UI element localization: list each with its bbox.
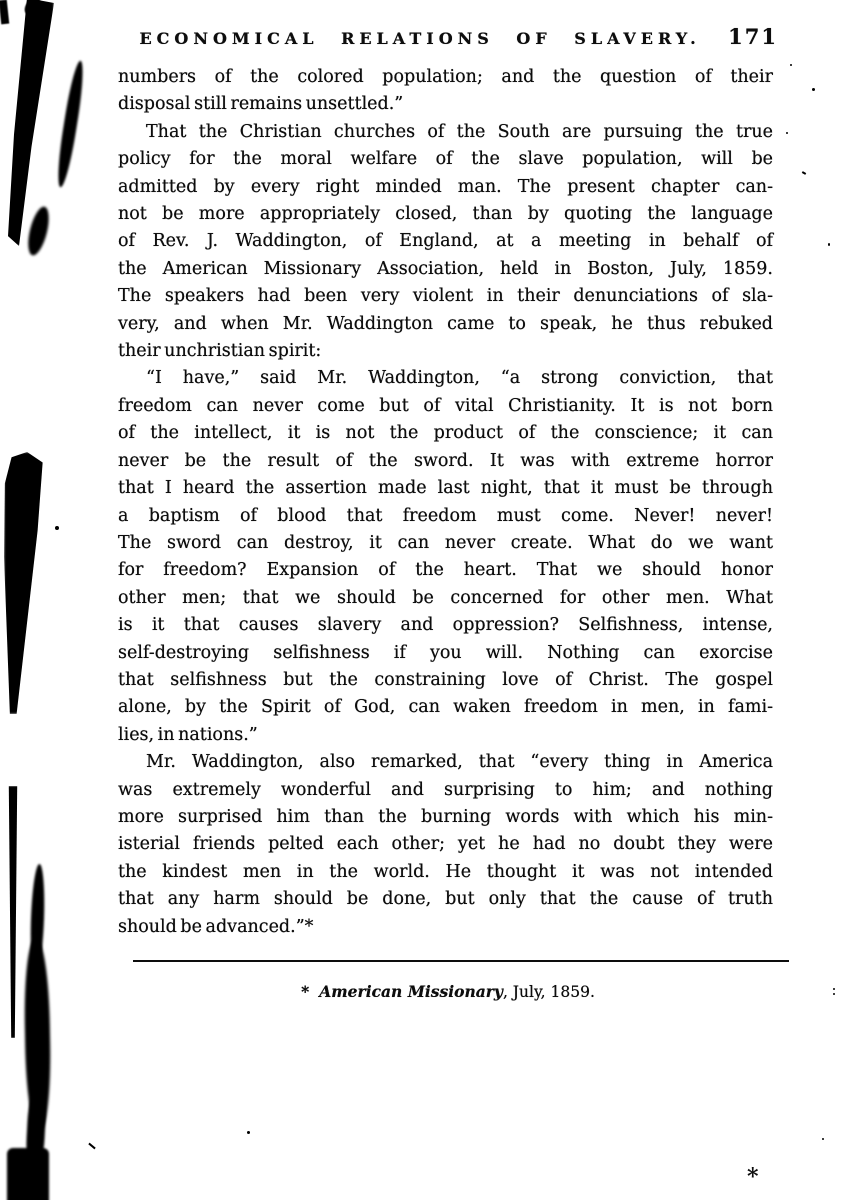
scan-smudge: [0, 0, 9, 24]
scan-smudge: [54, 60, 87, 188]
text-line: is it that causes slavery and oppression? Selfishness, intense,: [118, 615, 773, 636]
text-line: their unchristian spirit:: [118, 341, 322, 362]
text-line: of the intellect, it is not the product of the conscience; it can: [118, 423, 773, 444]
text-line: That the Christian churches of the South are pursuing the true: [146, 121, 773, 142]
scan-speck: [802, 171, 806, 175]
text-line: never be the result of the sword. It was with extreme horror: [118, 450, 773, 471]
text-line: not be more appropriately closed, than by quoting the language: [118, 204, 773, 225]
text-line: the kindest men in the world. He thought it was not intended: [118, 861, 773, 882]
text-line: of Rev. J. Waddington, of England, at a meeting in behalf of: [118, 231, 773, 252]
text-block: [118, 64, 773, 941]
text-line: The speakers had been very violent in their denunciations of sla-: [118, 286, 773, 307]
text-line: a baptism of blood that freedom must come. Never! never!: [118, 505, 773, 526]
text-line: policy for the moral welfare of the slave population, will be: [118, 149, 773, 170]
text-line: Mr. Waddington, also remarked, that “every thing in America: [146, 752, 773, 773]
text-line: isterial friends pelted each other; yet he had no doubt they were: [118, 834, 773, 855]
scan-smudge: [7, 1148, 49, 1200]
footnote-source: American Missionary: [319, 982, 503, 1001]
text-line: The sword can destroy, it can never create. What do we want: [118, 532, 773, 553]
scan-smudge: [24, 205, 53, 258]
text-line: alone, by the Spirit of God, can waken freedom in men, in fami-: [118, 697, 773, 718]
scan-speck: [786, 132, 788, 134]
text-line: lies, in nations.”: [118, 724, 258, 745]
text-line: numbers of the colored population; and the question of their: [118, 67, 773, 87]
footnote-marker: *: [301, 982, 310, 1001]
text-line: that I heard the assertion made last night, that it must be through: [118, 478, 773, 499]
text-line: self-destroying selfishness if you will. Nothing can exorcise: [118, 642, 773, 663]
text-line: for freedom? Expansion of the heart. That we should honor: [118, 560, 773, 581]
footnote: [118, 982, 778, 1001]
scan-speck: [247, 1131, 250, 1134]
text-line: “I have,” said Mr. Waddington, “a strong conviction, that: [146, 368, 773, 389]
chapter-title: ECONOMICAL RELATIONS OF SLAVERY.: [139, 29, 701, 48]
text-line: disposal still remains unsettled.”: [118, 94, 404, 115]
text-line: more surprised him than the burning words with which his min-: [118, 806, 773, 827]
text-line: admitted by every right minded man. The present chapter can-: [118, 176, 773, 197]
text-line: the American Missionary Association, held in Boston, July, 1859.: [118, 258, 773, 279]
text-line: that selfishness but the constraining love of Christ. The gospel: [118, 669, 773, 690]
footnote-rule: [133, 960, 789, 962]
page-number: 171: [728, 24, 778, 49]
text-line: freedom can never come but of vital Christianity. It is not born: [118, 395, 773, 416]
printer-signature-mark: *: [747, 1164, 759, 1190]
text-line: other men; that we should be concerned for other men. What: [118, 587, 773, 608]
scan-speck: [790, 64, 792, 66]
text-line: very, and when Mr. Waddington came to speak, he thus rebuked: [118, 313, 773, 334]
scan-smudge: [7, 786, 19, 1038]
scan-speck: [833, 988, 835, 990]
text-line: was extremely wonderful and surprising to him; and nothing: [118, 779, 773, 800]
scan-smudge: [4, 452, 46, 714]
scan-speck: [828, 243, 830, 246]
running-header: [118, 24, 778, 49]
scan-speck: [55, 526, 59, 530]
scan-speck: [822, 1138, 824, 1140]
text-line: should be advanced.”*: [118, 916, 314, 937]
text-line: that any harm should be done, but only that the cause of truth: [118, 889, 773, 910]
scan-speck: [88, 1143, 95, 1150]
footnote-citation: , July, 1859.: [502, 983, 595, 1001]
scan-speck: [812, 88, 815, 91]
